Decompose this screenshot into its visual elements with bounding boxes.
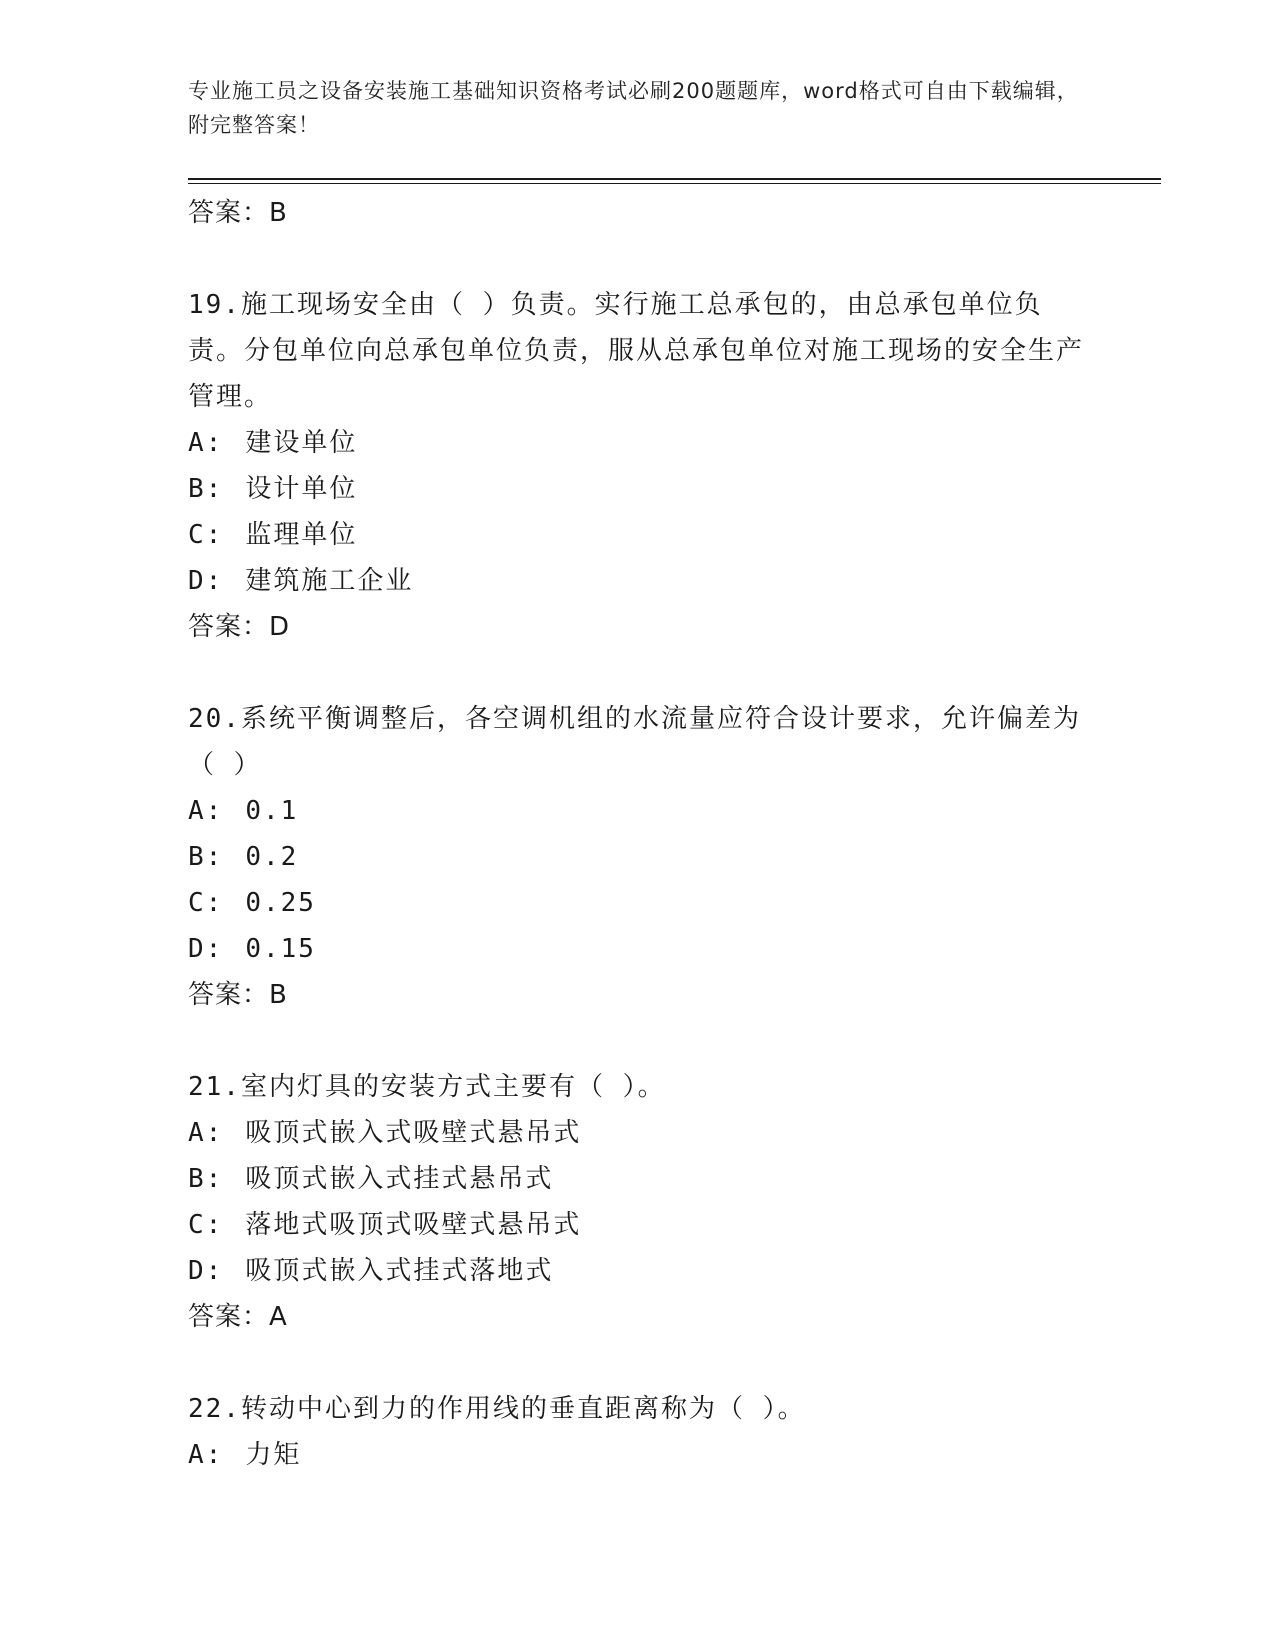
document-header: 专业施工员之设备安装施工基础知识资格考试必刷200题题库，word格式可自由下载编辑，附完整答案！ bbox=[188, 79, 1079, 137]
option-c bbox=[188, 1202, 1088, 1248]
option-letter: C: bbox=[188, 520, 224, 550]
option-letter: C: bbox=[188, 1210, 224, 1240]
option-letter: A: bbox=[188, 1440, 224, 1470]
question-stem: 22.转动中心到力的作用线的垂直距离称为（ ）。 bbox=[188, 1394, 806, 1424]
option-text: 吸顶式嵌入式挂式落地式 bbox=[245, 1256, 554, 1286]
answer-line bbox=[188, 604, 1088, 650]
option-text: 建筑施工企业 bbox=[245, 566, 414, 596]
option-text: 落地式吸顶式吸壁式悬吊式 bbox=[245, 1210, 582, 1240]
question-stem: 20.系统平衡调整后，各空调机组的水流量应符合设计要求，允许偏差为（ ） bbox=[188, 704, 1081, 780]
option-letter: D: bbox=[188, 566, 224, 596]
option-letter: A: bbox=[188, 1118, 224, 1148]
answer-line bbox=[188, 972, 1088, 1018]
option-b bbox=[188, 1156, 1088, 1202]
option-text: 监理单位 bbox=[245, 520, 358, 550]
question-stem: 21.室内灯具的安装方式主要有（ ）。 bbox=[188, 1072, 666, 1102]
option-text: 吸顶式嵌入式吸壁式悬吊式 bbox=[245, 1118, 582, 1148]
option-letter: D: bbox=[188, 934, 224, 964]
question-stem: 19.施工现场安全由（ ）负责。实行施工总承包的，由总承包单位负责。分包单位向总承包单位负责，服从总承包单位对施工现场的安全生产管理。 bbox=[188, 290, 1085, 412]
option-d bbox=[188, 558, 1088, 604]
answer-label: 答案： bbox=[188, 612, 270, 642]
option-b bbox=[188, 466, 1088, 512]
answer-label: 答案： bbox=[188, 198, 270, 228]
option-text: 设计单位 bbox=[245, 474, 358, 504]
option-letter: A: bbox=[188, 796, 224, 826]
option-letter: D: bbox=[188, 1256, 224, 1286]
question-block bbox=[188, 1064, 1088, 1340]
answer-line bbox=[188, 1294, 1088, 1340]
question-block bbox=[188, 1386, 1088, 1478]
option-text: 建设单位 bbox=[245, 428, 358, 458]
answer-value: A bbox=[269, 1302, 288, 1332]
answer-label: 答案： bbox=[188, 1302, 270, 1332]
option-text: 0.1 bbox=[245, 796, 299, 826]
option-letter: A: bbox=[188, 428, 224, 458]
option-a bbox=[188, 788, 1088, 834]
option-a bbox=[188, 420, 1088, 466]
option-d bbox=[188, 1248, 1088, 1294]
option-letter: B: bbox=[188, 474, 224, 504]
option-letter: C: bbox=[188, 888, 224, 918]
question-block bbox=[188, 696, 1088, 1018]
option-text: 0.2 bbox=[245, 842, 299, 872]
option-text: 力矩 bbox=[245, 1440, 302, 1470]
option-letter: B: bbox=[188, 842, 224, 872]
option-text: 0.25 bbox=[245, 888, 316, 918]
option-a bbox=[188, 1432, 1088, 1478]
option-text: 吸顶式嵌入式挂式悬吊式 bbox=[245, 1164, 554, 1194]
option-text: 0.15 bbox=[245, 934, 316, 964]
answer-value: B bbox=[269, 980, 288, 1010]
answer-value: D bbox=[269, 612, 291, 642]
question-block bbox=[188, 282, 1088, 650]
option-a bbox=[188, 1110, 1088, 1156]
answer-value: B bbox=[269, 198, 288, 228]
question-list bbox=[188, 190, 1088, 1478]
option-c bbox=[188, 880, 1088, 926]
option-b bbox=[188, 834, 1088, 880]
header-divider bbox=[188, 178, 1161, 184]
option-letter: B: bbox=[188, 1164, 224, 1194]
answer-label: 答案： bbox=[188, 980, 270, 1010]
option-d bbox=[188, 926, 1088, 972]
option-c bbox=[188, 512, 1088, 558]
answer-line bbox=[188, 190, 1088, 236]
